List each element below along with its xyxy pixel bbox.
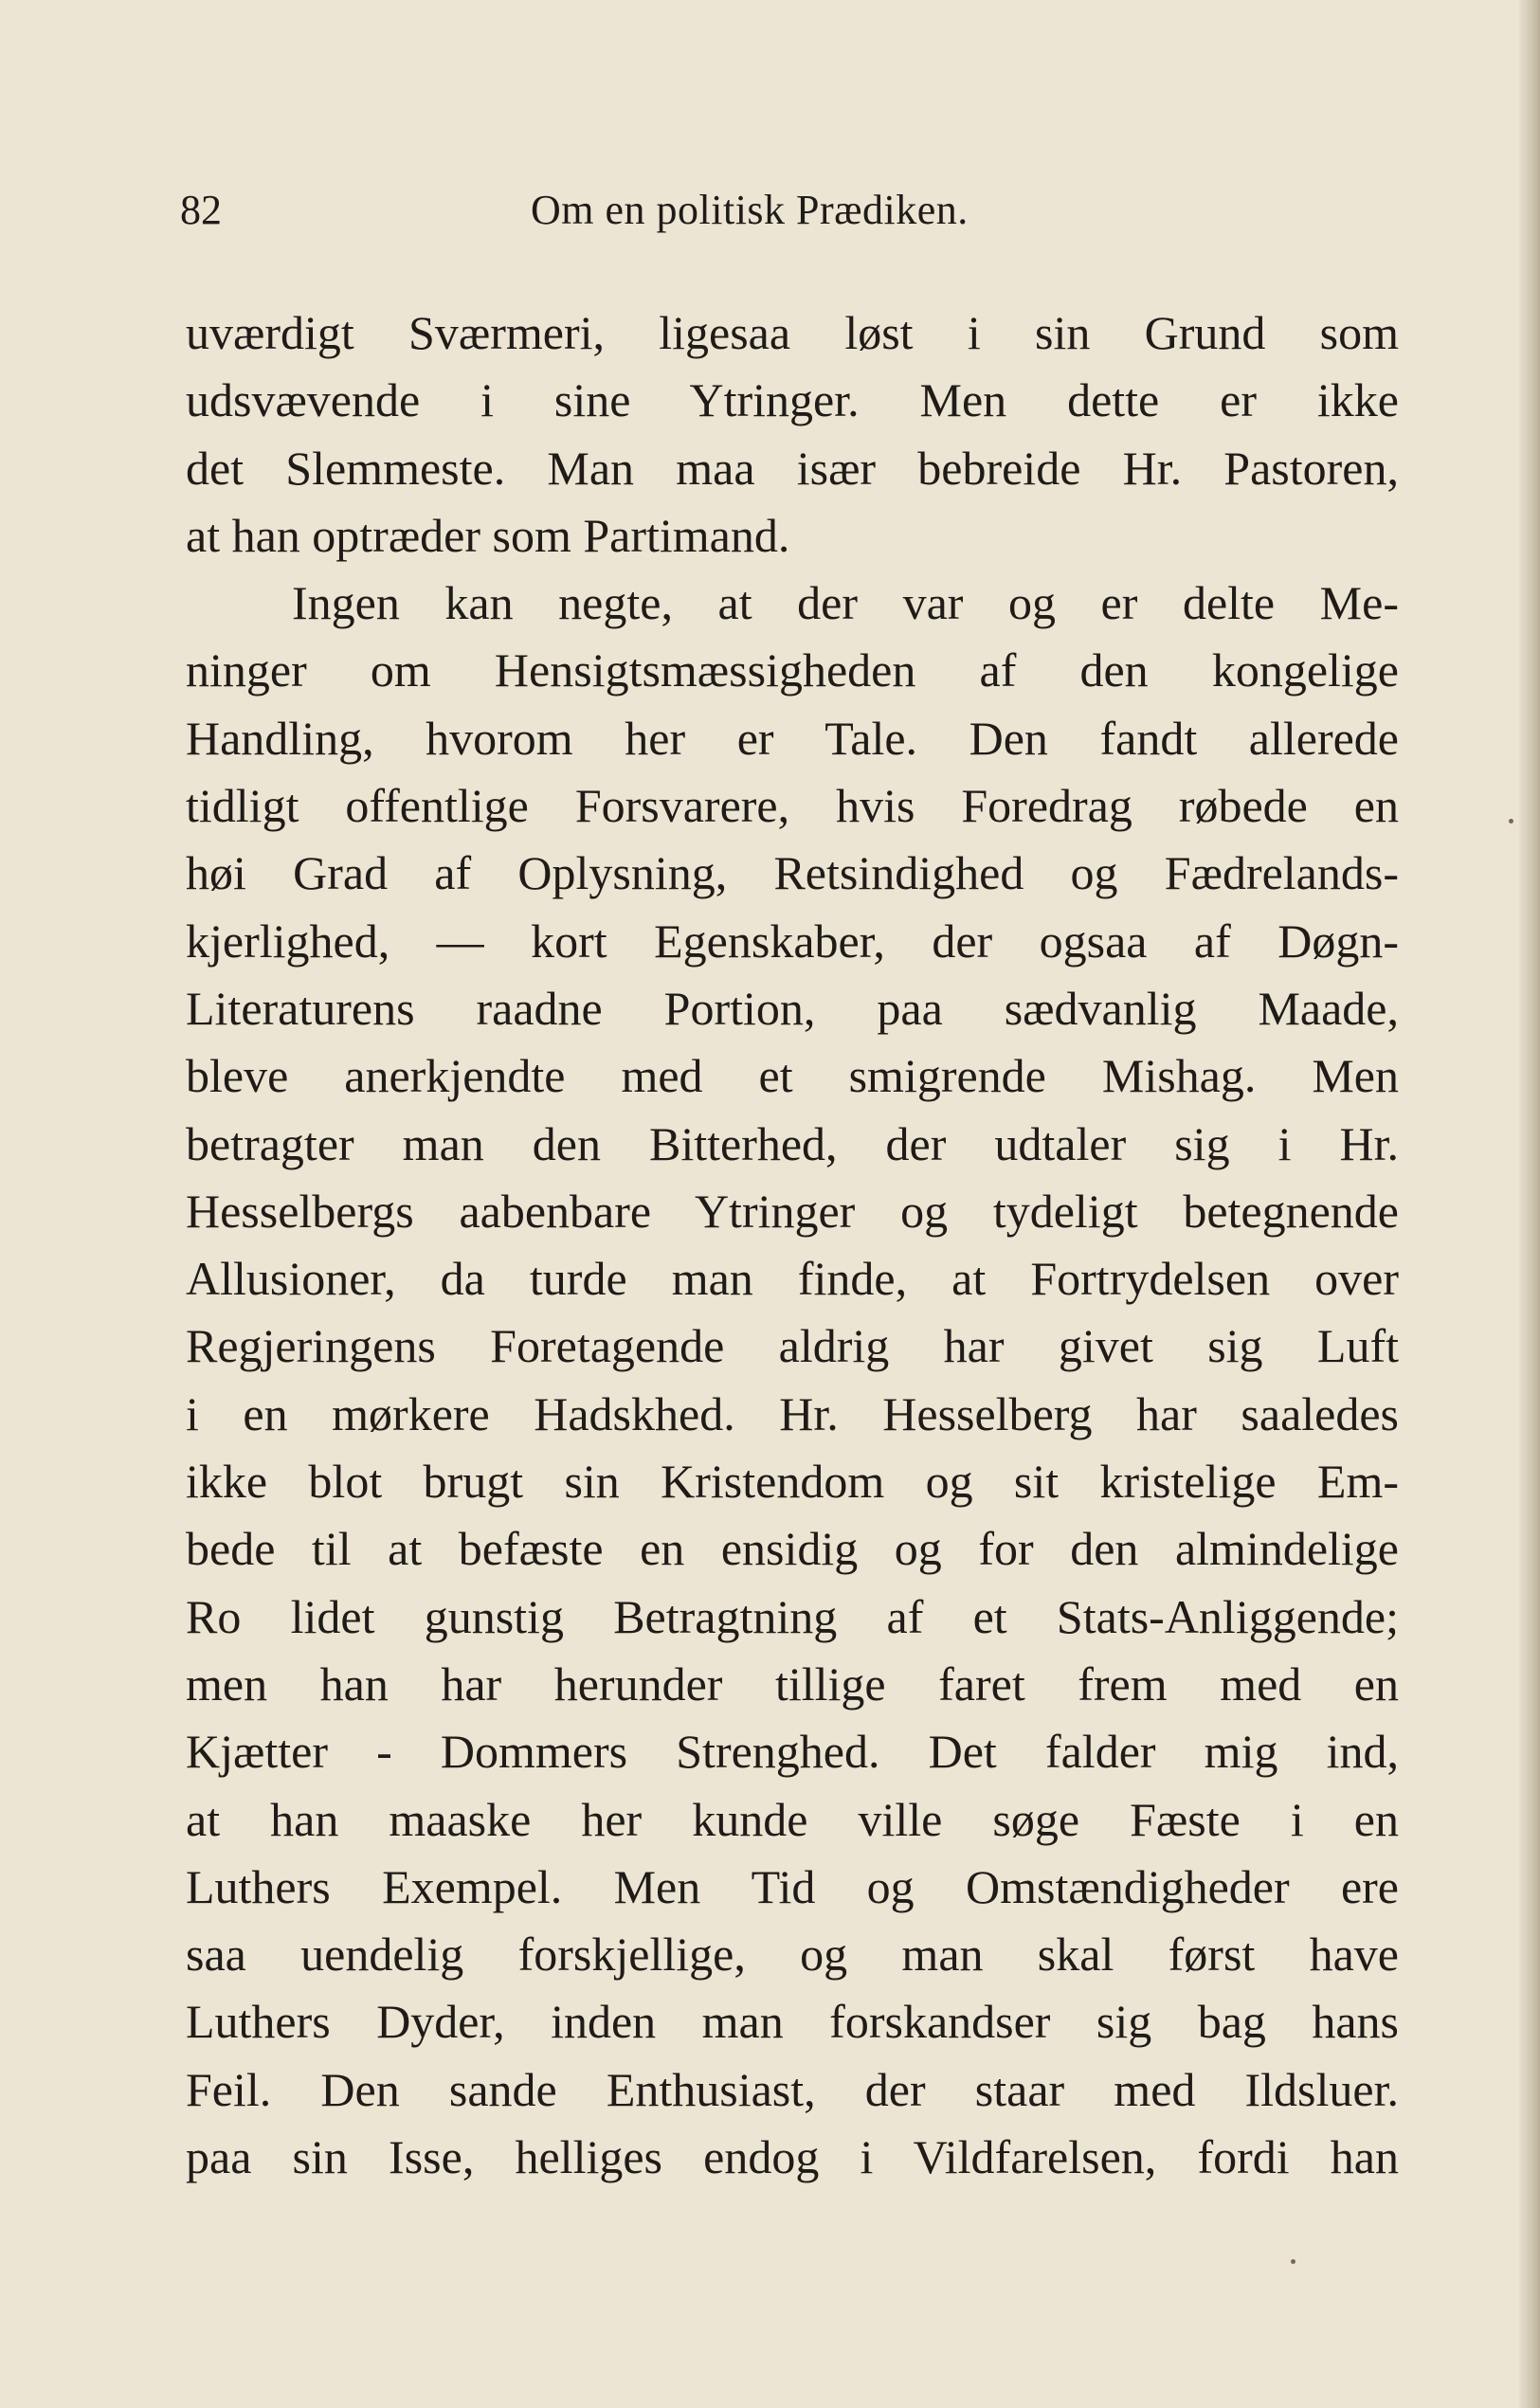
text-line: bede til at befæste en ensidig og for den almindelige: [186, 1522, 1399, 1576]
text-line: Ingen kan negte, at der var og er delte Me-: [292, 576, 1399, 630]
text-line: Handling, hvorom her er Tale. Den fandt allerede: [186, 711, 1399, 765]
text-line: at han maaske her kunde ville søge Fæste i en: [186, 1792, 1399, 1846]
text-line: Luthers Dyder, inden man forskandser sig bag hans: [186, 1995, 1399, 2049]
page-number: 82: [180, 187, 222, 233]
text-line: Kjætter - Dommers Strenghed. Det falder mig ind,: [186, 1725, 1399, 1779]
page-edge-shadow: [1519, 0, 1540, 2408]
text-line: Regjeringens Foretagende aldrig har givet sig Luft: [186, 1319, 1399, 1373]
text-line: Literaturens raadne Portion, paa sædvanlig Maade,: [186, 981, 1399, 1035]
text-line: tidligt offentlige Forsvarere, hvis Foredrag røbede en: [186, 779, 1399, 833]
text-line: uværdigt Sværmeri, ligesaa løst i sin Grund som: [186, 306, 1399, 359]
text-line: Hesselbergs aabenbare Ytringer og tydeligt betegnende: [186, 1184, 1399, 1238]
text-line: høi Grad af Oplysning, Retsindighed og Fædrelands-: [186, 846, 1399, 900]
text-line: Allusioner, da turde man finde, at Fortrydelsen over: [186, 1252, 1399, 1306]
text-line: Ro lidet gunstig Betragtning af et Stats-Anliggende;: [186, 1589, 1399, 1643]
paper-speck: [1509, 819, 1513, 824]
body-text: [186, 299, 1399, 2191]
text-line: paa sin Isse, helliges endog i Vildfarelsen, fordi han: [186, 2130, 1399, 2184]
text-line: ninger om Hensigtsmæssigheden af den kongelige: [186, 643, 1399, 697]
text-line: i en mørkere Hadskhed. Hr. Hesselberg har saaledes: [186, 1386, 1399, 1440]
text-line: bleve anerkjendte med et smigrende Mishag. Men: [186, 1049, 1399, 1103]
running-title: Om en politisk Prædiken.: [531, 187, 969, 233]
text-line: kjerlighed, — kort Egenskaber, der ogsaa af Døgn-: [186, 914, 1399, 968]
text-line: Luthers Exempel. Men Tid og Omstændigheder ere: [186, 1859, 1399, 1913]
text-line: ikke blot brugt sin Kristendom og sit kristelige Em-: [186, 1455, 1399, 1509]
text-line: betragter man den Bitterhed, der udtaler sig i Hr.: [186, 1116, 1399, 1170]
paper-speck: [1291, 2259, 1295, 2264]
text-line: Feil. Den sande Enthusiast, der staar med Ildsluer.: [186, 2062, 1399, 2116]
text-line: saa uendelig forskjellige, og man skal først have: [186, 1928, 1399, 1982]
text-line: men han har herunder tillige faret frem med en: [186, 1657, 1399, 1711]
text-line: at han optræder som Partimand.: [186, 508, 790, 562]
text-line: udsvævende i sine Ytringer. Men dette er ikke: [186, 373, 1399, 427]
running-header: [180, 182, 1052, 239]
text-line: det Slemmeste. Man maa især bebreide Hr. Pastoren,: [186, 441, 1399, 495]
